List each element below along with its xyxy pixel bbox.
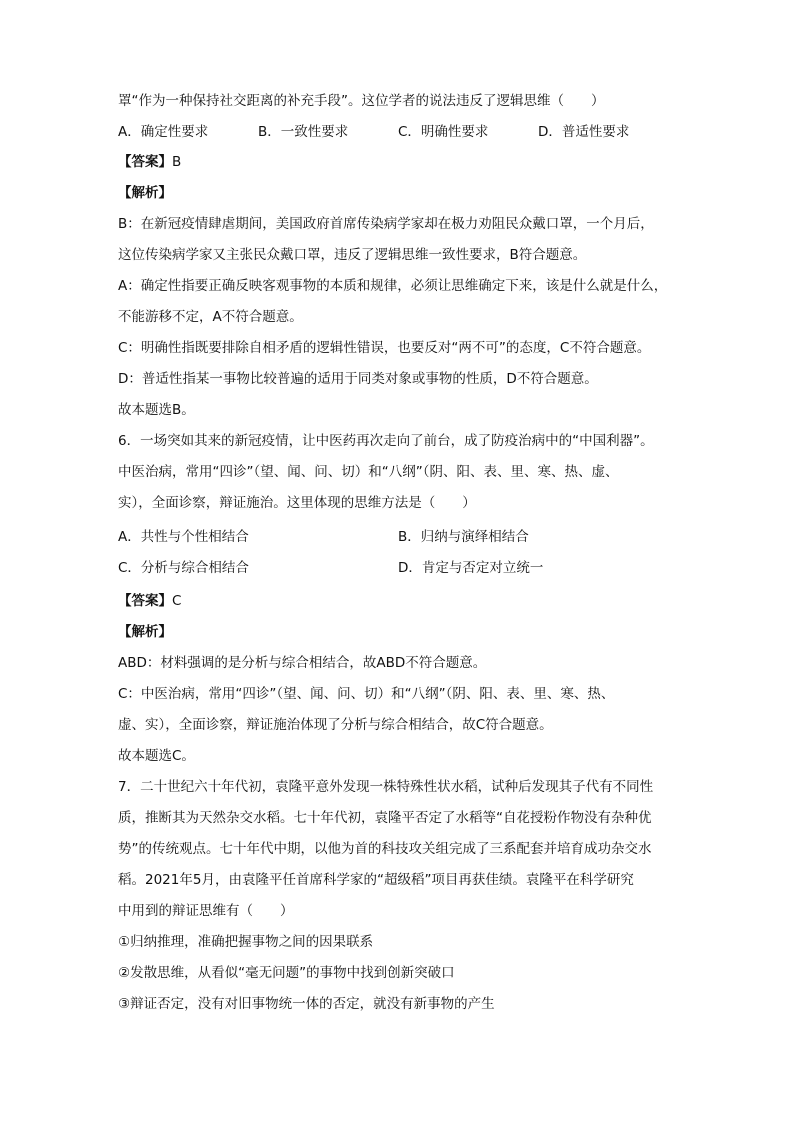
q7-stem-line: 中用到的辩证思维有（ ） <box>118 903 294 919</box>
q7-stem-line: 质，推断其为天然杂交水稻。七十年代初，袁隆平否定了水稻等“自花授粉作物没有杂种优 <box>118 810 652 826</box>
q6-stem-line: 6．一场突如其来的新冠疫情，让中医药再次走向了前台，成了防疫治病中的“中国利器”。 <box>118 433 654 449</box>
q5-analysis-line: 故本题选B。 <box>118 402 195 418</box>
answer-label: 【答案】 <box>118 593 172 609</box>
q5-analysis-label: 【解析】 <box>118 185 172 201</box>
q6-option-a: A．共性与个性相结合 <box>118 529 249 545</box>
q5-analysis-line: 这位传染病学家又主张民众戴口罩，违反了逻辑思维一致性要求，B符合题意。 <box>118 247 587 263</box>
answer-label: 【答案】 <box>118 154 172 170</box>
answer-value: B <box>172 154 182 170</box>
q6-answer <box>118 592 181 610</box>
q6-stem-line: 实），全面诊察，辩证施治。这里体现的思维方法是（ ） <box>118 495 476 511</box>
q6-option-b: B．归纳与演绎相结合 <box>398 529 529 545</box>
q7-stem-line: 7．二十世纪六十年代初，袁隆平意外发现一株特殊性状水稻，试种后发现其子代有不同性 <box>118 779 654 795</box>
q7-item: ①归纳推理，准确把握事物之间的因果联系 <box>118 934 374 950</box>
q7-item: ②发散思维，从看似“毫无问题”的事物中找到创新突破口 <box>118 965 455 981</box>
q5-stem-tail: 罩“作为一种保持社交距离的补充手段”。这位学者的说法违反了逻辑思维（ ） <box>118 93 605 109</box>
q6-option-c: C．分析与综合相结合 <box>118 560 249 576</box>
q5-analysis-line: B：在新冠疫情肆虐期间，美国政府首席传染病学家却在极力劝阻民众戴口罩，一个月后， <box>118 216 654 232</box>
q5-option-a: A．确定性要求 <box>118 124 209 140</box>
q5-answer <box>118 153 181 171</box>
q7-stem-line: 稻。2021年5月，由袁隆平任首席科学家的“超级稻”项目再获佳绩。袁隆平在科学研究 <box>118 872 634 888</box>
q6-stem-line: 中医治病，常用“四诊”（望、闻、问、切）和“八纲”（阴、阳、表、里、寒、热、虚、 <box>118 464 619 480</box>
answer-value: C <box>172 593 182 609</box>
q5-analysis-line: 不能游移不定，A不符合题意。 <box>118 309 303 325</box>
q5-analysis-line: D：普适性指某一事物比较普遍的适用于同类对象或事物的性质，D不符合题意。 <box>118 371 598 387</box>
q6-analysis-line: 虚、实），全面诊察，辩证施治体现了分析与综合相结合，故C符合题意。 <box>118 717 553 733</box>
q7-item: ③辩证否定，没有对旧事物统一体的否定，就没有新事物的产生 <box>118 996 495 1012</box>
q5-option-b: B．一致性要求 <box>258 124 349 140</box>
q5-analysis-line: C：明确性指既要排除自相矛盾的逻辑性错误，也要反对“两不可”的态度，C不符合题意。 <box>118 340 651 356</box>
q6-option-d: D．肯定与否定对立统一 <box>398 560 544 576</box>
q7-stem-line: 势”的传统观点。七十年代中期，以他为首的科技攻关组完成了三系配套并培育成功杂交水 <box>118 841 652 857</box>
q5-analysis-line: A：确定性指要正确反映客观事物的本质和规律，必须让思维确定下来，该是什么就是什么， <box>118 278 668 294</box>
q6-analysis-label: 【解析】 <box>118 624 172 640</box>
q6-analysis-line: C：中医治病，常用“四诊”（望、闻、问、切）和“八纲”（阴、阳、表、里、寒、热、 <box>118 686 615 702</box>
q6-analysis-line: ABD：材料强调的是分析与综合相结合，故ABD不符合题意。 <box>118 655 487 671</box>
q6-analysis-line: 故本题选C。 <box>118 748 195 764</box>
q5-option-d: D．普适性要求 <box>538 124 630 140</box>
q5-option-c: C．明确性要求 <box>398 124 489 140</box>
